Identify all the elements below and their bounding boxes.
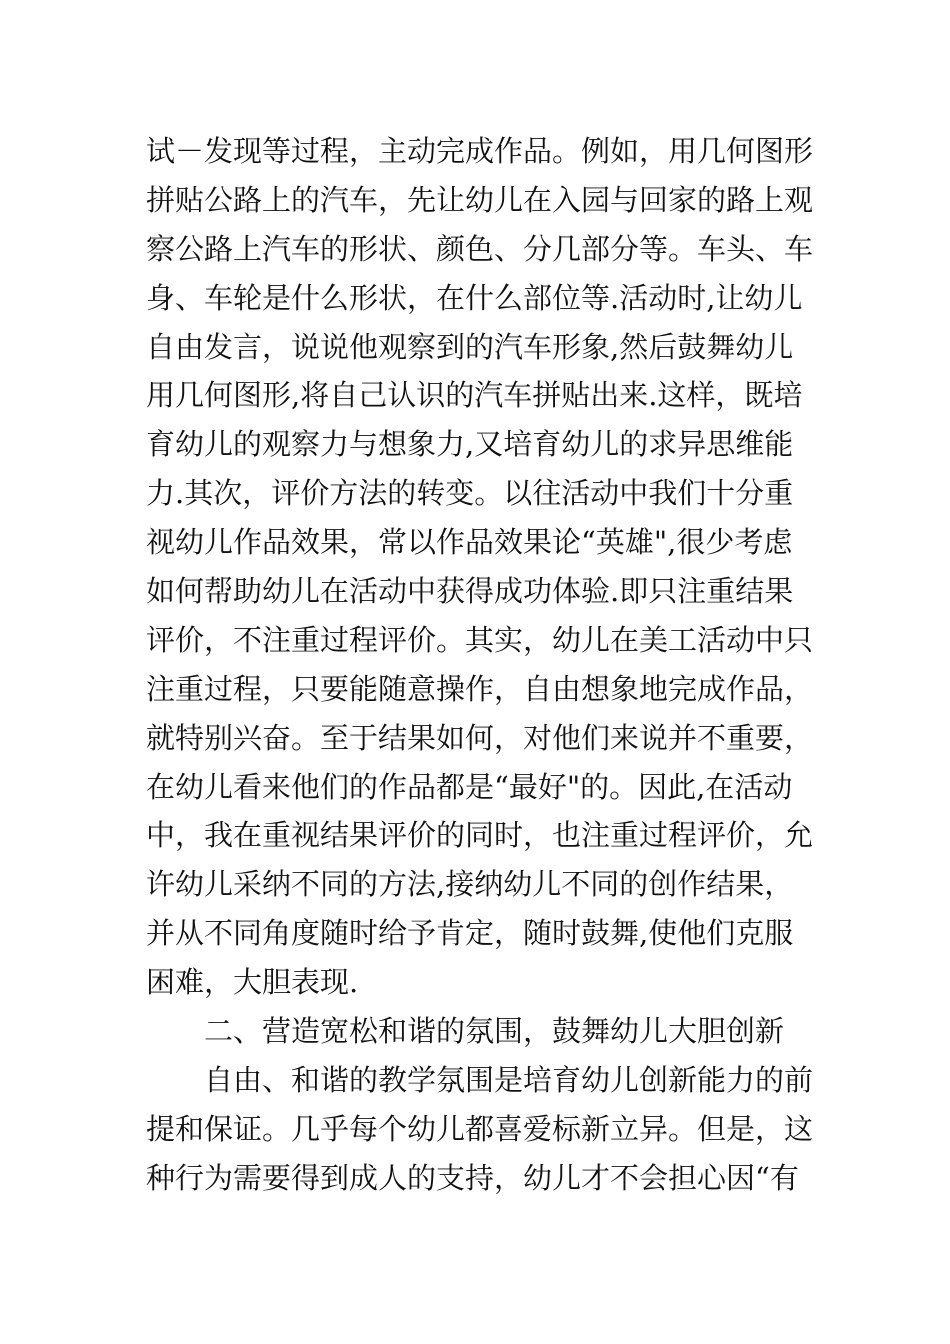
text-line: 许幼儿采纳不同的方法,接纳幼儿不同的创作结果， xyxy=(146,867,794,902)
text-line: 试－发现等过程，主动完成作品。例如，用几何图形 xyxy=(146,134,814,168)
text-line: 力.其次，评价方法的转变。以往活动中我们十分重 xyxy=(146,476,794,511)
text-line: 在幼儿看来他们的作品都是“最好"的。因此,在活动 xyxy=(146,769,793,804)
document-body xyxy=(146,127,826,1203)
text-line: 中，我在重视结果评价的同时，也注重过程评价，允 xyxy=(146,818,814,853)
text-line: 拼贴公路上的汽车，先让幼儿在入园与回家的路上观 xyxy=(146,182,814,217)
text-line: 评价，不注重过程评价。其实，幼儿在美工活动中只 xyxy=(146,622,814,657)
text-line: 就特别兴奋。至于结果如何，对他们来说并不重要， xyxy=(146,720,814,755)
text-line: 察公路上汽车的形状、颜色、分几部分等。车头、车 xyxy=(146,231,814,266)
text-line: 自由发言，说说他观察到的汽车形象,然后鼓舞幼儿 xyxy=(146,329,794,364)
text-line: 种行为需要得到成人的支持，幼儿才不会担心因“有 xyxy=(146,1160,799,1195)
text-line: 如何帮助幼儿在活动中获得成功体验.即只注重结果 xyxy=(146,574,794,609)
text-line: 视幼儿作品效果，常以作品效果论“英雄",很少考虑 xyxy=(146,525,793,560)
text-line: 提和保证。几乎每个幼儿都喜爱标新立异。但是，这 xyxy=(146,1111,814,1146)
text-line: 身、车轮是什么形状，在什么部位等.活动时,让幼儿 xyxy=(146,280,803,315)
text-line: 并从不同角度随时给予肯定，随时鼓舞,使他们克服 xyxy=(146,916,794,951)
text-line: 注重过程，只要能随意操作，自由想象地完成作品， xyxy=(146,671,814,706)
text-line: 用几何图形,将自己认识的汽车拼贴出来.这样，既培 xyxy=(146,378,803,413)
paragraph-first-line: 自由、和谐的教学氛围是培育幼儿创新能力的前 xyxy=(204,1062,814,1097)
text-line: 育幼儿的观察力与想象力,又培育幼儿的求异思维能 xyxy=(146,427,794,462)
paragraph-first-line: 二、营造宽松和谐的氛围，鼓舞幼儿大胆创新 xyxy=(204,1014,785,1049)
text-line: 困难，大胆表现. xyxy=(146,965,359,1000)
